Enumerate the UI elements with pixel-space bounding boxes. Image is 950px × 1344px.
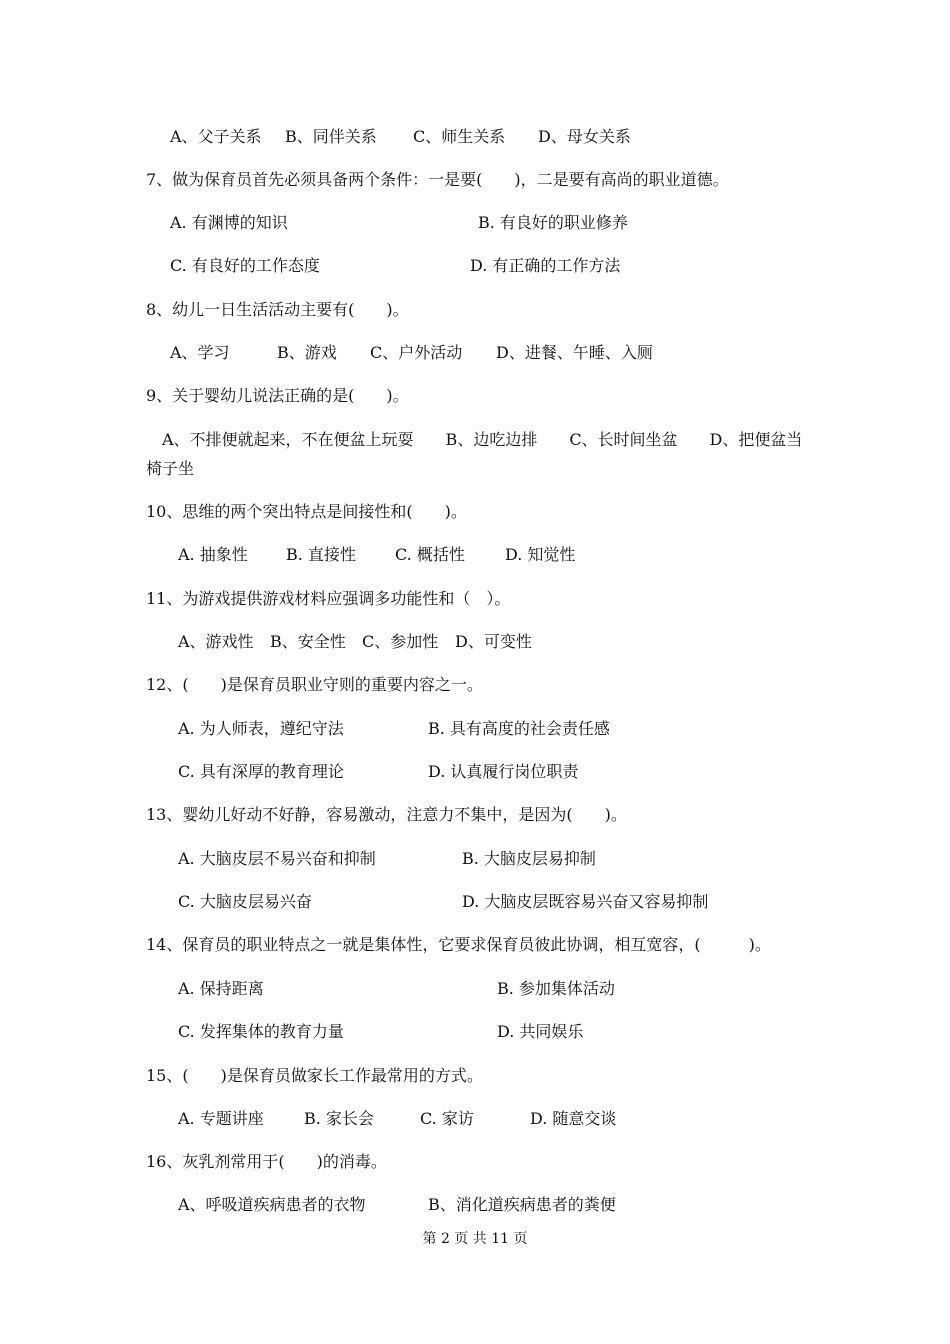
question-text: 14、保育员的职业特点之一就是集体性，它要求保育员彼此协调，相互宽容，( )。 xyxy=(146,935,771,954)
answer-option: C、师生关系 xyxy=(413,127,506,146)
answer-option: D. 大脑皮层既容易兴奋又容易抑制 xyxy=(462,892,709,911)
answer-option: B、同伴关系 xyxy=(285,127,377,146)
question-text: 8、幼儿一日生活活动主要有( )。 xyxy=(146,300,409,319)
answer-option: D. 有正确的工作方法 xyxy=(470,256,621,275)
answer-option: A. 有渊博的知识 xyxy=(170,213,288,232)
answer-option: C. 大脑皮层易兴奋 xyxy=(178,892,312,911)
answer-option: B. 直接性 xyxy=(286,545,356,564)
question-text: 7、做为保育员首先必须具备两个条件：一是要( )，二是要有高尚的职业道德。 xyxy=(146,170,729,189)
page-footer: 第 2 页 共 11 页 xyxy=(422,1231,528,1247)
answer-option: D. 知觉性 xyxy=(505,545,576,564)
answer-option: C、参加性 xyxy=(362,632,439,651)
answer-option: C. 具有深厚的教育理论 xyxy=(178,762,344,781)
answer-option: C、户外活动 xyxy=(370,343,463,362)
question-text: 椅子坐 xyxy=(146,459,195,478)
answer-option: A、游戏性 xyxy=(178,632,254,651)
answer-option: D. 随意交谈 xyxy=(530,1109,617,1128)
answer-option: A、学习 xyxy=(170,343,230,362)
answer-option: B、游戏 xyxy=(277,343,337,362)
answer-option: B. 具有高度的社会责任感 xyxy=(428,719,610,738)
answer-option: D、可变性 xyxy=(455,632,532,651)
answer-option: B、安全性 xyxy=(270,632,346,651)
answer-option: B. 有良好的职业修养 xyxy=(478,213,628,232)
answer-option: B. 家长会 xyxy=(304,1109,374,1128)
answer-option: D. 认真履行岗位职责 xyxy=(428,762,579,781)
answer-option: C. 家访 xyxy=(420,1109,474,1128)
answer-option: C. 概括性 xyxy=(395,545,465,564)
answer-option: A、呼吸道疾病患者的衣物 xyxy=(178,1195,366,1214)
answer-option: B、消化道疾病患者的粪便 xyxy=(428,1195,616,1214)
answer-option: A. 专题讲座 xyxy=(178,1109,264,1128)
answer-option: D、进餐、午睡、入厕 xyxy=(496,343,653,362)
question-text: A、不排便就起来，不在便盆上玩耍 B、边吃边排 C、长时间坐盆 D、把便盆当 xyxy=(146,430,803,449)
answer-option: B. 参加集体活动 xyxy=(497,979,615,998)
question-text: 16、灰乳剂常用于( )的消毒。 xyxy=(146,1152,387,1171)
answer-option: D. 共同娱乐 xyxy=(497,1022,584,1041)
answer-option: C. 有良好的工作态度 xyxy=(170,256,320,275)
question-text: 9、关于婴幼儿说法正确的是( )。 xyxy=(146,386,409,405)
answer-option: A. 保持距离 xyxy=(178,979,264,998)
question-text: 13、婴幼儿好动不好静，容易激动，注意力不集中，是因为( )。 xyxy=(146,805,627,824)
answer-option: C. 发挥集体的教育力量 xyxy=(178,1022,344,1041)
answer-option: B. 大脑皮层易抑制 xyxy=(462,849,596,868)
answer-option: A. 抽象性 xyxy=(178,545,248,564)
question-text: 15、( )是保育员做家长工作最常用的方式。 xyxy=(146,1066,483,1085)
answer-option: D、母女关系 xyxy=(538,127,631,146)
answer-option: A、父子关系 xyxy=(170,127,262,146)
answer-option: A. 大脑皮层不易兴奋和抑制 xyxy=(178,849,376,868)
question-text: 10、思维的两个突出特点是间接性和( )。 xyxy=(146,502,467,521)
answer-option: A. 为人师表，遵纪守法 xyxy=(178,719,344,738)
question-text: 12、( )是保育员职业守则的重要内容之一。 xyxy=(146,675,483,694)
question-text: 11、为游戏提供游戏材料应强调多功能性和（ ）。 xyxy=(146,589,511,608)
